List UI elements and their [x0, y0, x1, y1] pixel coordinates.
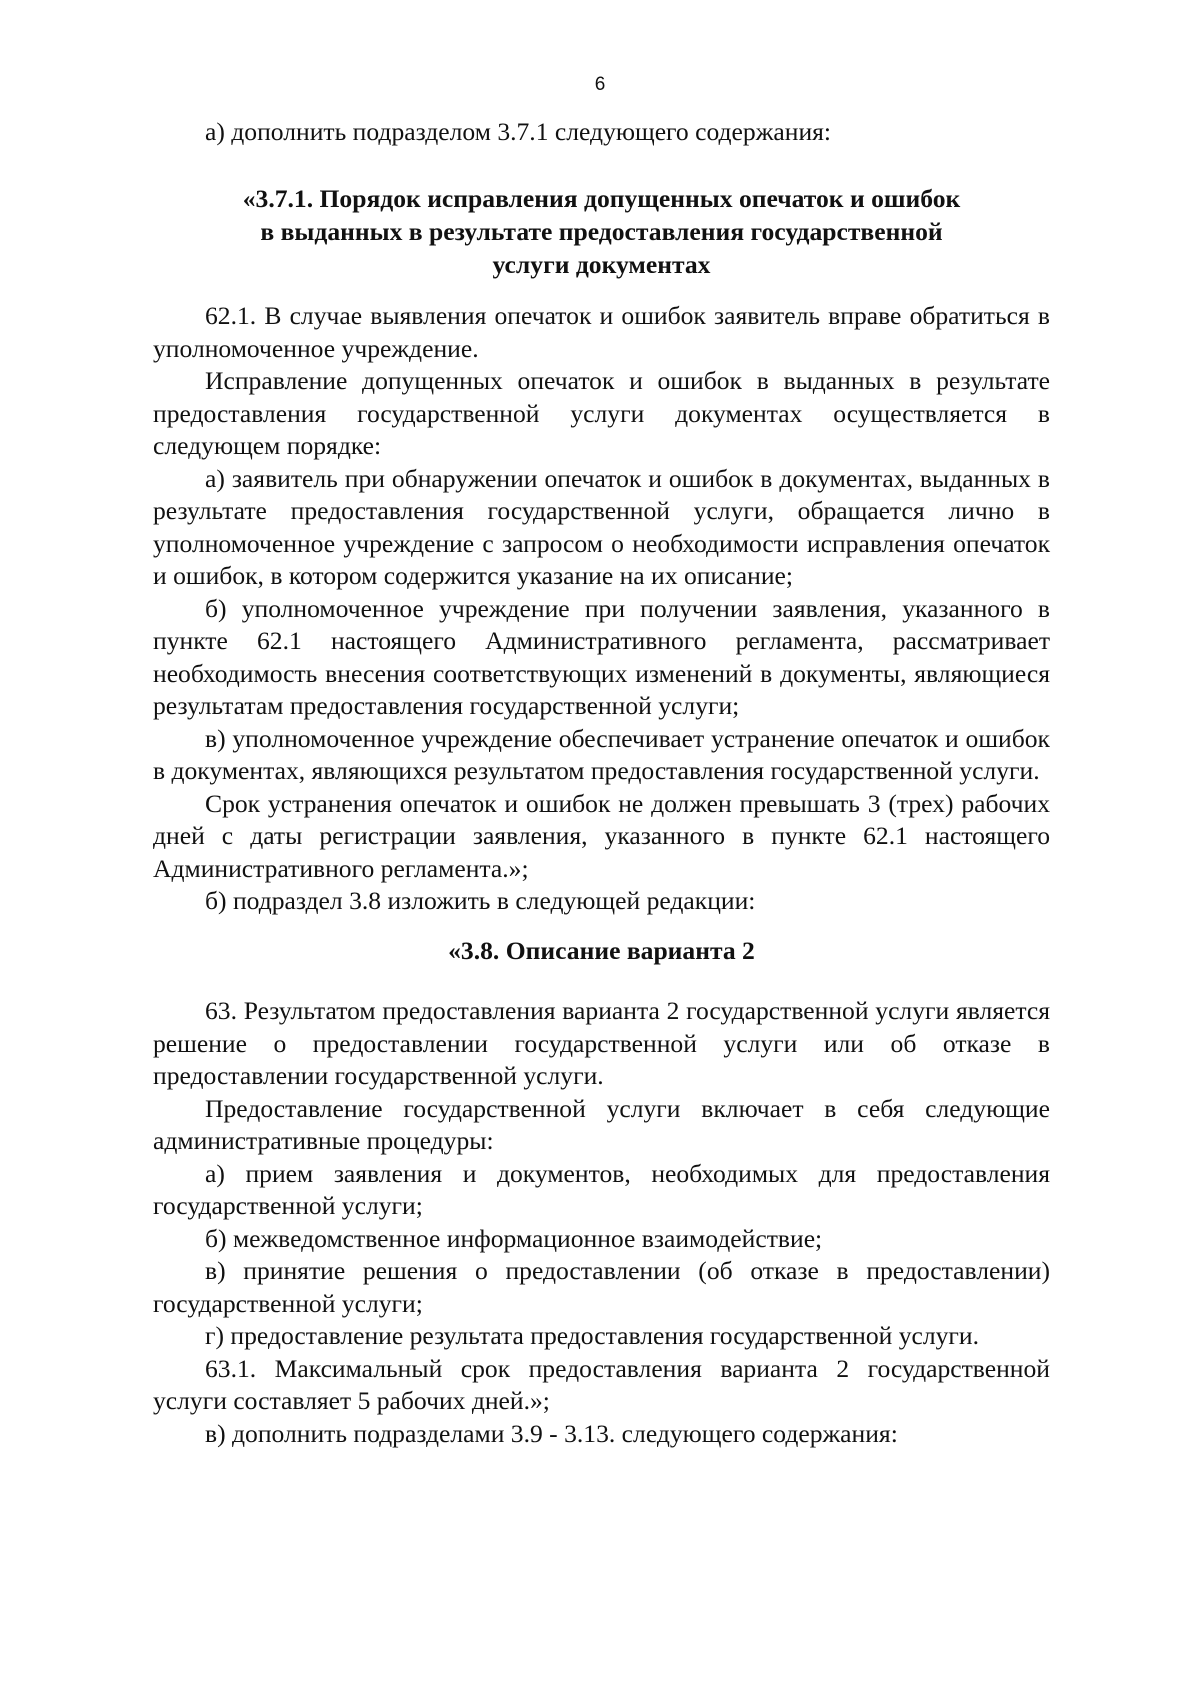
intro-block: [153, 116, 1050, 149]
paragraph-62-1: 62.1. В случае выявления опечаток и ошибок заявитель вправе обратиться в уполномоченное учреждение.: [153, 301, 1050, 363]
paragraph-item-a: а) заявитель при обнаружении опечаток и ошибок в документах, выданных в результате предоставления государственной услуги, обращается лично в уполномоченное учреждение с запросом о необходимости исправления опечаток и ошибок, в котором содержится указание на их описание;: [153, 463, 1050, 590]
heading-3-7-1: [153, 182, 1050, 281]
paragraph-correction-order: Исправление допущенных опечаток и ошибок в выданных в результате предоставления государственной услуги документах осуществляется в следующем порядке:: [153, 366, 1050, 460]
heading-3-8-title: «3.8. Описание варианта 2: [448, 936, 755, 965]
paragraph-procedure-g: г) предоставление результата предоставления государственной услуги.: [205, 1321, 980, 1350]
paragraph-amend-3-8: б) подраздел 3.8 изложить в следующей редакции:: [205, 886, 756, 915]
section-3-8-body: [153, 995, 1050, 1450]
paragraph-amend-3-9-3-13: в) дополнить подразделами 3.9 - 3.13. следующего содержания:: [205, 1418, 898, 1448]
paragraph-deadline: Срок устранения опечаток и ошибок не должен превышать 3 (трех) рабочих дней с даты регистрации заявления, указанного в пункте 62.1 настоящего Административного регламента.»;: [153, 788, 1050, 883]
paragraph-63-1: 63.1. Максимальный срок предоставления варианта 2 государственной услуги составляет 5 рабочих дней.»;: [153, 1353, 1050, 1415]
paragraph-procedures: Предоставление государственной услуги включает в себя следующие административные процедуры:: [153, 1093, 1050, 1155]
heading-3-7-1-line1: «3.7.1. Порядок исправления допущенных опечаток и ошибок: [242, 184, 961, 213]
paragraph-item-b: б) уполномоченное учреждение при получении заявления, указанного в пункте 62.1 настоящего Административного регламента, рассматривает необходимость внесения соответствующих изменений в документы, являющиеся результатам предоставления государственной услуги;: [153, 593, 1050, 720]
heading-3-7-1-line2: в выданных в результате предоставления государственной: [260, 217, 943, 246]
heading-3-7-1-line3: услуги документах: [492, 250, 711, 279]
paragraph-procedure-a: а) прием заявления и документов, необходимых для предоставления государственной услуги;: [153, 1158, 1050, 1220]
intro-paragraph: а) дополнить подразделом 3.7.1 следующего содержания:: [205, 117, 832, 146]
paragraph-item-v: в) уполномоченное учреждение обеспечивает устранение опечаток и ошибок в документах, являющихся результатом предоставления государственной услуги.: [153, 723, 1050, 785]
paragraph-procedure-b: б) межведомственное информационное взаимодействие;: [205, 1223, 823, 1253]
heading-3-8: [153, 934, 1050, 967]
paragraph-63: 63. Результатом предоставления варианта 2 государственной услуги является решение о предоставлении государственной услуги или об отказе в предоставлении государственной услуги.: [153, 996, 1050, 1090]
paragraph-procedure-v: в) принятие решения о предоставлении (об отказе в предоставлении) государственной услуги;: [153, 1256, 1050, 1318]
section-3-7-1-body: [153, 300, 1050, 918]
page-number: 6: [594, 74, 606, 95]
